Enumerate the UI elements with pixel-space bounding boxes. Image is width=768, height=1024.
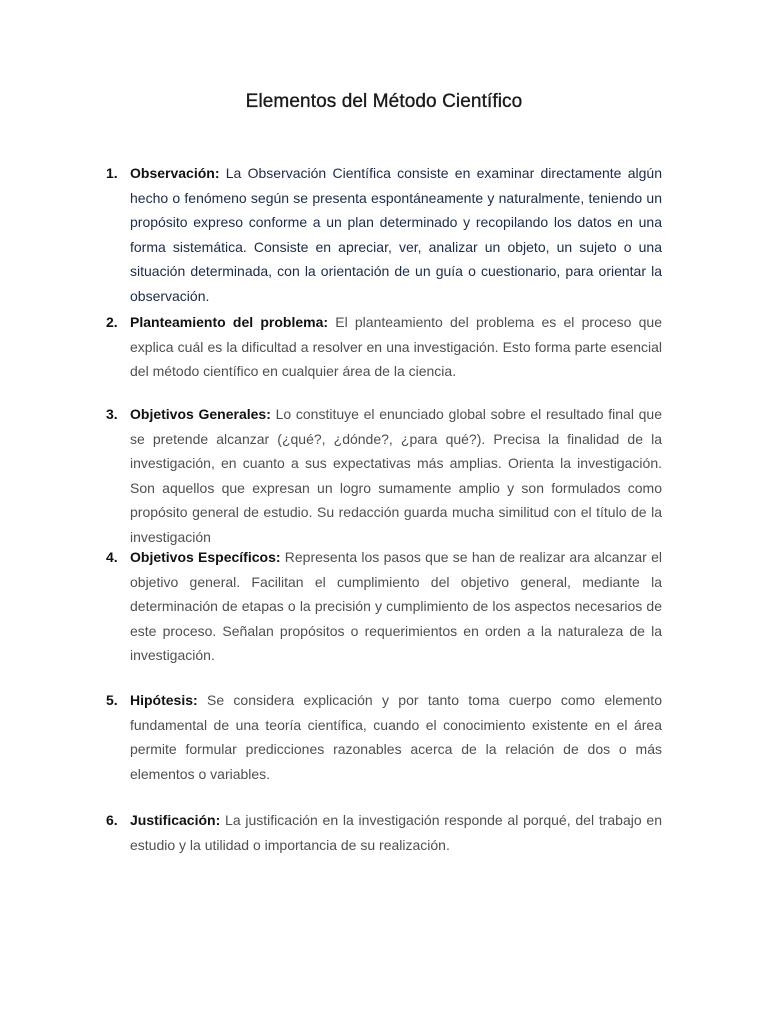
item-text: La Observación Científica consiste en examinar directamente algún hecho o fenómeno según se presenta espontáneamente y naturalmente, teniendo un propósito expreso conforme a un plan determinado y recopilando los datos en una forma sistemática. Consiste en apreciar, ver, analizar un objeto, un sujeto o una situación determinada, con la orientación de un guía o cuestionario, para orientar la observación.	[130, 165, 662, 304]
item-number: 3.	[106, 406, 118, 422]
item-heading: Objetivos Específicos:	[130, 549, 285, 565]
item-heading: Hipótesis:	[130, 692, 207, 708]
list-item-observacion	[106, 161, 662, 309]
list-item-justificacion	[106, 808, 662, 857]
list-item-objetivos-generales	[106, 402, 662, 550]
item-text: La justificación en la investigación responde al porqué, del trabajo en estudio y la utilidad o importancia de su realización.	[130, 812, 662, 853]
item-text: El planteamiento del problema es el proceso que explica cuál es la dificultad a resolver en una investigación. Esto forma parte esencial del método científico en cualquier área de la ciencia.	[130, 314, 662, 380]
document-title: Elementos del Método Científico	[245, 91, 523, 112]
item-text: Se considera explicación y por tanto toma cuerpo como elemento fundamental de una teoría científica, cuando el conocimiento existente en el área permite formular predicciones razonables acerca de la relación de dos o más elementos o variables.	[130, 692, 662, 782]
list-item-planteamiento	[106, 310, 662, 384]
item-text: Representa los pasos que se han de realizar ara alcanzar el objetivo general. Facilitan el cumplimiento del objetivo general, mediante la determinación de etapas o la precisión y cumplimiento de los aspectos necesarios de este proceso. Señalan propósitos o requerimientos en orden a la naturaleza de la investigación.	[130, 549, 662, 664]
list-item-hipotesis	[106, 688, 662, 786]
item-heading: Objetivos Generales:	[130, 406, 276, 422]
item-number: 4.	[106, 549, 118, 565]
item-heading: Justificación:	[130, 812, 226, 828]
item-text: Lo constituye el enunciado global sobre el resultado final que se pretende alcanzar (¿qué?, ¿dónde?, ¿para qué?). Precisa la finalidad de la investigación, en cuanto a sus expectativas más amplias. Orienta la investigación. Son aquellos que expresan un logro sumamente amplio y son formulados como propósito general de estudio. Su redacción guarda mucha similitud con el título de la investigación	[130, 406, 662, 545]
item-heading: Planteamiento del problema:	[130, 314, 336, 330]
item-number: 2.	[106, 314, 118, 330]
item-number: 1.	[106, 165, 118, 181]
item-number: 6.	[106, 812, 118, 828]
list-item-objetivos-especificos	[106, 545, 662, 668]
item-number: 5.	[106, 692, 118, 708]
item-heading: Observación:	[130, 165, 226, 181]
